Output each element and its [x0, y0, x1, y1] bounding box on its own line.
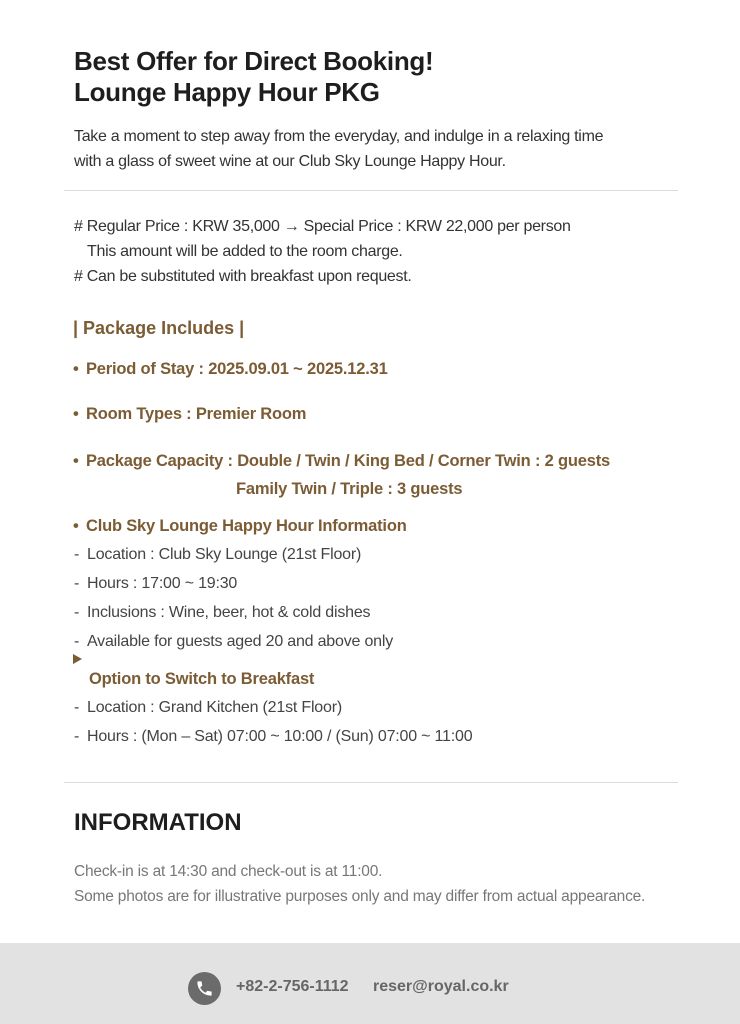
- lounge-location-text: Location : Club Sky Lounge (21st Floor): [87, 546, 362, 563]
- lounge-age-restriction: [74, 631, 393, 653]
- breakfast-location-text: Location : Grand Kitchen (21st Floor): [87, 699, 342, 716]
- room-types-text: Room Types : Premier Room: [86, 405, 307, 423]
- intro-line-1: Take a moment to step away from the everyday, and indulge in a relaxing time: [74, 128, 604, 145]
- lounge-info-heading: [73, 512, 407, 540]
- dash: -: [74, 546, 80, 563]
- pricing-notes: [74, 214, 571, 289]
- breakfast-substitute-note: # Can be substituted with breakfast upon request.: [74, 268, 412, 285]
- breakfast-hours-text: Hours : (Mon – Sat) 07:00 ~ 10:00 / (Sun) 07:00 ~ 11:00: [87, 728, 473, 745]
- bullet-icon: •: [73, 452, 79, 470]
- information-heading: INFORMATION: [74, 809, 242, 836]
- dash: -: [74, 699, 80, 716]
- lounge-hours: [74, 573, 237, 595]
- dash: -: [74, 728, 80, 745]
- phone-icon[interactable]: [188, 972, 221, 1005]
- lounge-inclusions: [74, 602, 370, 624]
- period-of-stay: [73, 355, 388, 383]
- email-link[interactable]: reser@royal.co.kr: [373, 978, 509, 995]
- dash: -: [74, 633, 80, 650]
- information-text: [74, 859, 645, 909]
- room-charge-note: This amount will be added to the room charge.: [87, 243, 403, 260]
- breakfast-hours: [74, 726, 472, 748]
- dash: -: [74, 575, 80, 592]
- title-line-2: Lounge Happy Hour PKG: [74, 77, 380, 107]
- period-text: Period of Stay : 2025.09.01 ~ 2025.12.31: [86, 360, 388, 378]
- contact-footer: [0, 943, 740, 1024]
- divider-bottom: [64, 782, 678, 783]
- package-includes-heading: | Package Includes |: [73, 318, 245, 338]
- intro-line-2: with a glass of sweet wine at our Club Sky Lounge Happy Hour.: [74, 153, 506, 170]
- checkin-note: Check-in is at 14:30 and check-out is at 11:00.: [74, 863, 383, 880]
- page-title: [74, 46, 433, 108]
- triangle-arrow-icon: [73, 654, 82, 664]
- capacity-text-1: Package Capacity : Double / Twin / King Bed / Corner Twin : 2 guests: [86, 452, 610, 470]
- breakfast-option-heading: Option to Switch to Breakfast: [89, 670, 315, 688]
- photo-disclaimer: Some photos are for illustrative purposes only and may differ from actual appearance.: [74, 888, 646, 905]
- divider-top: [64, 190, 678, 191]
- lounge-inclusions-text: Inclusions : Wine, beer, hot & cold dishes: [87, 604, 371, 621]
- price-line: # Regular Price : KRW 35,000 → Special Price : KRW 22,000 per person: [74, 218, 571, 235]
- bullet-icon: •: [73, 517, 79, 535]
- package-capacity: [73, 447, 610, 475]
- room-types: [73, 400, 306, 428]
- title-line-1: Best Offer for Direct Booking!: [74, 46, 434, 76]
- dash: -: [74, 604, 80, 621]
- lounge-info-title: Club Sky Lounge Happy Hour Information: [86, 517, 407, 535]
- phone-number-link[interactable]: +82-2-756-1112: [236, 978, 349, 995]
- intro-text: [74, 124, 674, 174]
- bullet-icon: •: [73, 405, 79, 423]
- bullet-icon: •: [73, 360, 79, 378]
- capacity-text-2: Family Twin / Triple : 3 guests: [236, 480, 463, 498]
- lounge-hours-text: Hours : 17:00 ~ 19:30: [87, 575, 238, 592]
- lounge-age-text: Available for guests aged 20 and above only: [87, 633, 394, 650]
- lounge-location: [74, 544, 361, 566]
- breakfast-location: [74, 697, 342, 719]
